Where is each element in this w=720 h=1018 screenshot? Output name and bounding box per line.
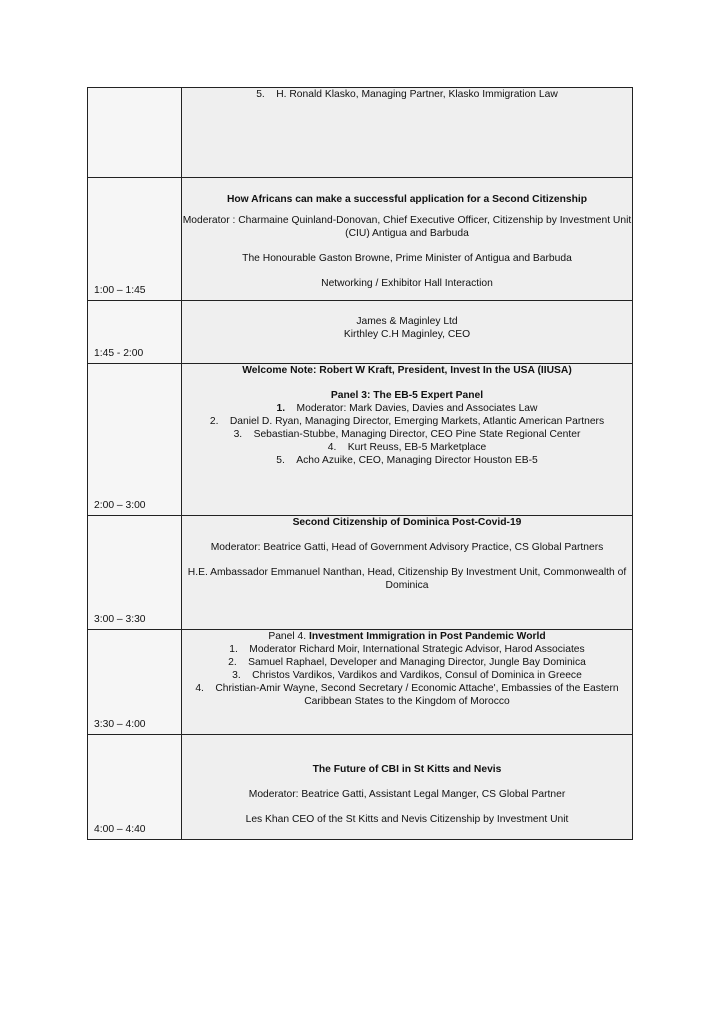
- agenda-row: [88, 88, 633, 178]
- agenda-row: [88, 364, 633, 516]
- time-cell: [88, 88, 182, 178]
- moderator-line: Moderator: Beatrice Gatti, Head of Government Advisory Practice, CS Global Partners: [210, 542, 604, 553]
- session-title: How Africans can make a successful application for a Second Citizenship: [226, 194, 588, 205]
- session-cell: [182, 516, 633, 630]
- speaker-line: Les Khan CEO of the St Kitts and Nevis Citizenship by Investment Unit: [245, 814, 569, 825]
- time-label: 2:00 – 3:00: [94, 500, 146, 511]
- item-text: Acho Azuike, CEO, Managing Director Houston EB-5: [296, 455, 538, 466]
- item-text: Kurt Reuss, EB-5 Marketplace: [347, 442, 487, 453]
- agenda-row: [88, 178, 633, 301]
- session-title: Second Citizenship of Dominica Post-Covid-19: [292, 517, 522, 528]
- item-number: 5.: [256, 89, 265, 100]
- panel-title: Panel 3: The EB-5 Expert Panel: [330, 390, 484, 401]
- time-cell: [88, 735, 182, 840]
- list-item: [182, 415, 632, 428]
- item-number: 4.: [327, 442, 337, 453]
- session-cell: [182, 301, 633, 364]
- time-cell: [88, 630, 182, 735]
- item-text: H. Ronald Klasko, Managing Partner, Klasko Immigration Law: [276, 89, 558, 100]
- speaker-line: H.E. Ambassador Emmanuel Nanthan, Head, Citizenship By Investment Unit, Commonwealth of Dominica: [187, 567, 627, 591]
- agenda-row: [88, 735, 633, 840]
- panel-list: [182, 643, 632, 708]
- time-label: 3:00 – 3:30: [94, 614, 146, 625]
- time-label: 1:45 - 2:00: [94, 348, 144, 359]
- session-cell: [182, 88, 633, 178]
- panel-heading: [182, 630, 632, 643]
- item-text: Moderator: Mark Davies, Davies and Associates Law: [296, 403, 538, 414]
- speaker-line: The Honourable Gaston Browne, Prime Minister of Antigua and Barbuda: [242, 253, 572, 264]
- list-item: [182, 669, 632, 682]
- welcome-note: Welcome Note: Robert W Kraft, President, Invest In the USA (IIUSA): [242, 365, 572, 376]
- item-text: Christos Vardikos, Vardikos and Vardikos, Consul of Dominica in Greece: [252, 670, 582, 681]
- agenda-row: [88, 301, 633, 364]
- agenda-row: [88, 516, 633, 630]
- item-number: 4.: [195, 683, 204, 694]
- networking-note: Networking / Exhibitor Hall Interaction: [321, 278, 493, 289]
- session-cell: [182, 735, 633, 840]
- list-item: [182, 643, 632, 656]
- list-item: [182, 454, 632, 467]
- moderator-line: Moderator : Charmaine Quinland-Donovan, Chief Executive Officer, Citizenship by Investment Unit (CIU) Antigua and Barbuda: [182, 215, 632, 239]
- time-cell: [88, 364, 182, 516]
- session-title: The Future of CBI in St Kitts and Nevis: [312, 764, 502, 775]
- list-item: [182, 441, 632, 454]
- panel-title: Investment Immigration in Post Pandemic World: [308, 631, 546, 642]
- item-number: 5.: [276, 455, 285, 466]
- item-number: 2.: [209, 416, 219, 427]
- item-number: 3.: [232, 670, 241, 681]
- moderator-line: Moderator: Beatrice Gatti, Assistant Legal Manger, CS Global Partner: [248, 789, 566, 800]
- item-text: Sebastian-Stubbe, Managing Director, CEO Pine State Regional Center: [253, 429, 581, 440]
- item-number: 1.: [229, 644, 238, 655]
- item-text: Moderator Richard Moir, International Strategic Advisor, Harod Associates: [249, 644, 585, 655]
- item-number: 2.: [228, 657, 237, 668]
- item-text: Samuel Raphael, Developer and Managing Director, Jungle Bay Dominica: [248, 657, 586, 668]
- sponsor-speaker: Kirthley C.H Maginley, CEO: [343, 329, 471, 340]
- agenda-row: [88, 630, 633, 735]
- list-item: [182, 402, 632, 415]
- time-label: 4:00 – 4:40: [94, 824, 146, 835]
- item-text: Christian-Amir Wayne, Second Secretary / Economic Attache', Embassies of the Eastern Caribbean States to the Kingdom of Morocco: [215, 683, 619, 707]
- time-label: 1:00 – 1:45: [94, 285, 146, 296]
- session-cell: [182, 364, 633, 516]
- panel-prefix: Panel 4.: [268, 631, 309, 642]
- list-item: [182, 428, 632, 441]
- time-label: 3:30 – 4:00: [94, 719, 146, 730]
- list-item: [182, 682, 632, 708]
- session-cell: [182, 630, 633, 735]
- time-cell: [88, 301, 182, 364]
- item-number: 3.: [233, 429, 243, 440]
- item-text: Daniel D. Ryan, Managing Director, Emerging Markets, Atlantic American Partners: [229, 416, 605, 427]
- item-number: 1.: [276, 403, 286, 414]
- list-item: [182, 88, 632, 101]
- time-cell: [88, 516, 182, 630]
- time-cell: [88, 178, 182, 301]
- session-cell: [182, 178, 633, 301]
- panel-list: [182, 402, 632, 467]
- list-item: [182, 656, 632, 669]
- sponsor-name: James & Maginley Ltd: [356, 316, 458, 327]
- agenda-table: [87, 87, 633, 840]
